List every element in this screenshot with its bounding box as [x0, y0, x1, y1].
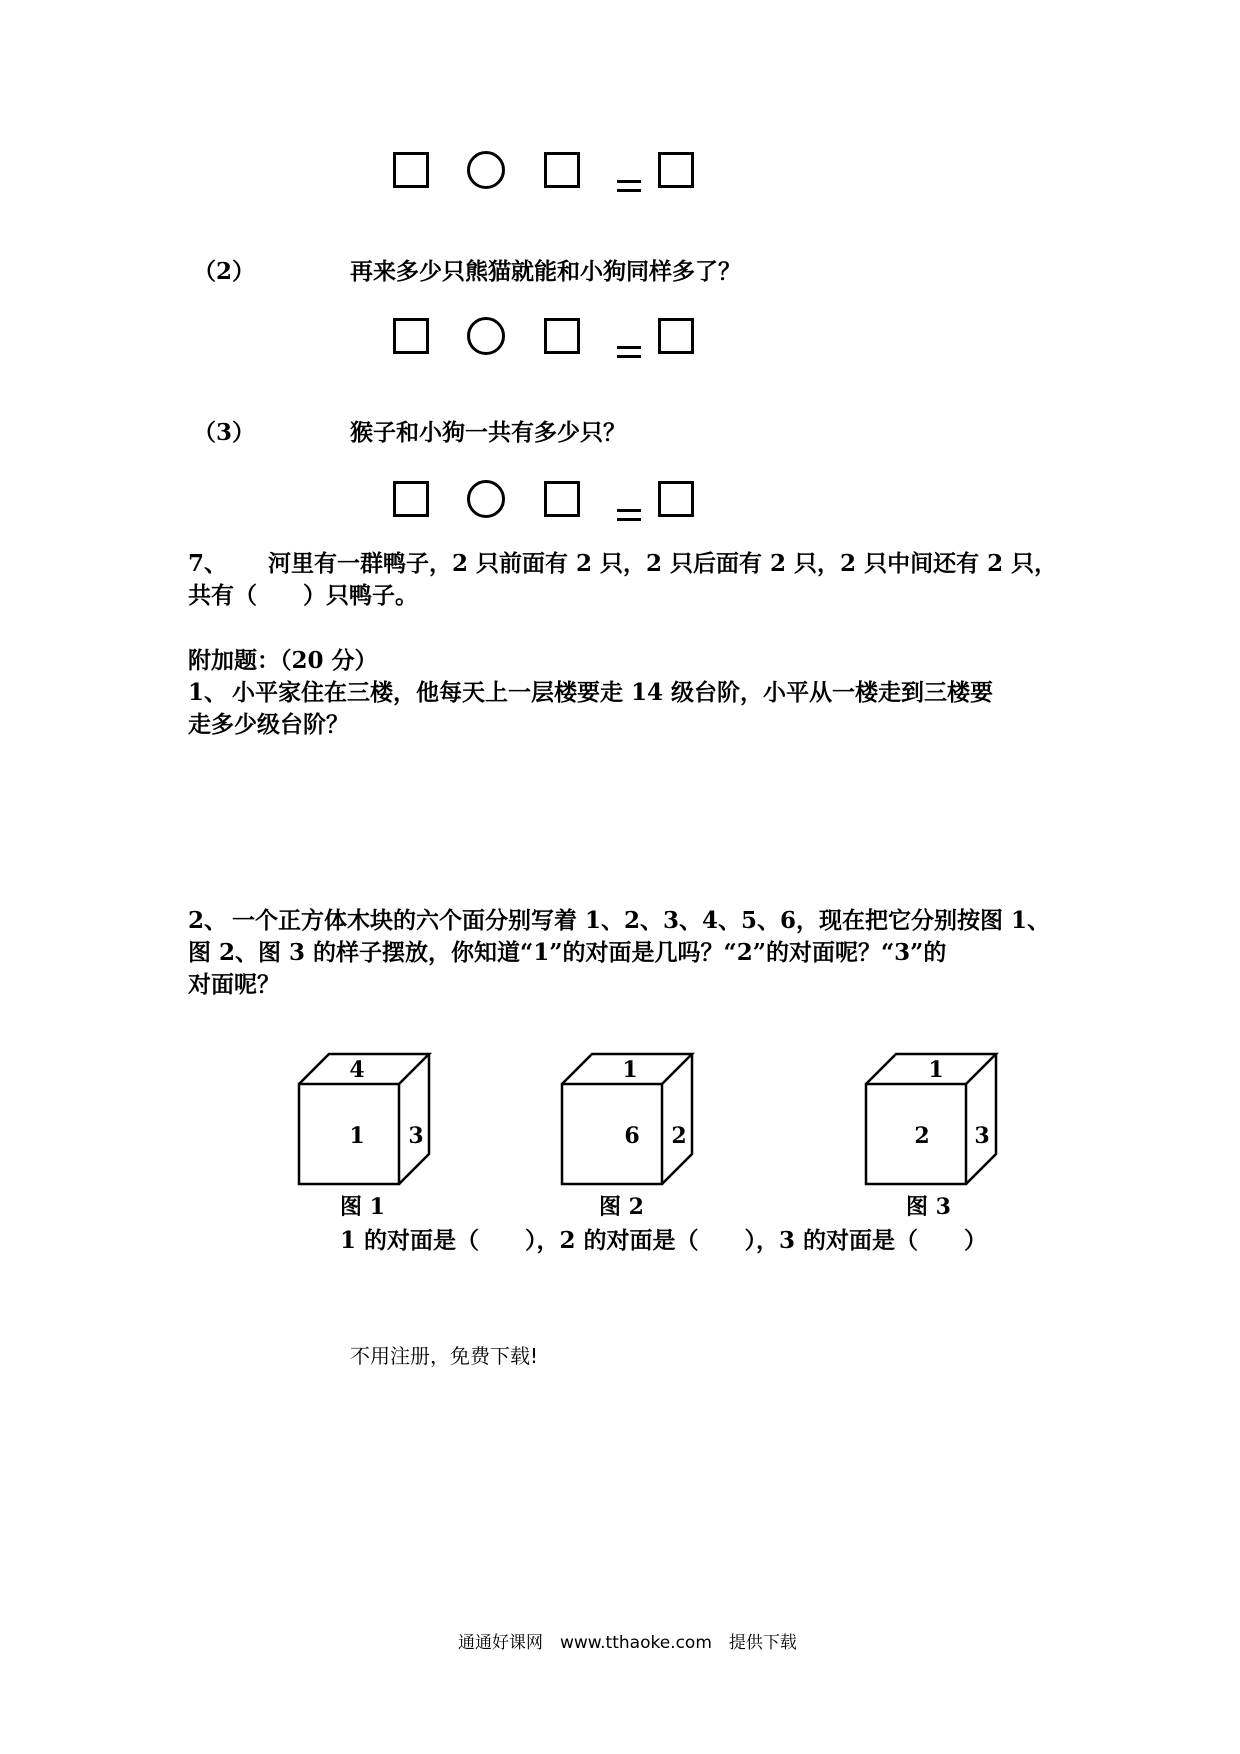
answer-line: 1 的对面是（ ），2 的对面是（ ），3 的对面是（ ） — [340, 1227, 988, 1254]
answer-box[interactable] — [544, 318, 580, 354]
equation-row-1 — [393, 150, 713, 200]
answer-box[interactable] — [658, 318, 694, 354]
cube-1-label: 图 1 — [340, 1194, 385, 1220]
answer-box[interactable] — [393, 481, 429, 517]
operator-circle[interactable] — [467, 151, 505, 189]
equation-row-3 — [393, 479, 713, 529]
answer-box[interactable] — [393, 152, 429, 188]
equals-sign — [617, 509, 641, 521]
answer-box[interactable] — [393, 318, 429, 354]
cube-1-front-number: 1 — [349, 1123, 365, 1149]
q7-number: 7、 — [188, 550, 228, 577]
bonus-title: 附加题：（20 分） — [188, 647, 378, 674]
cube-3-front-number: 2 — [914, 1123, 930, 1149]
cube-figure-1 — [295, 1050, 435, 1190]
equals-sign — [617, 180, 641, 192]
bonus-q2-number: 2、 — [188, 907, 228, 934]
bonus-q1-number: 1、 — [188, 679, 228, 706]
cube-1-side-number: 3 — [408, 1123, 424, 1149]
answer-box[interactable] — [658, 152, 694, 188]
watermark-text: 不用注册，免费下载! — [350, 1344, 539, 1368]
bonus-q1-line2: 走多少级台阶？ — [188, 711, 349, 738]
bonus-q1-line1: 小平家住在三楼，他每天上一层楼要走 14 级台阶，小平从一楼走到三楼要 — [232, 679, 994, 706]
q6-part2-number: （2） — [193, 258, 256, 285]
q7-line2: 共有（ ）只鸭子。 — [188, 582, 418, 609]
q7-line1: 河里有一群鸭子，2 只前面有 2 只，2 只后面有 2 只，2 只中间还有 2 只， — [268, 550, 1058, 577]
q6-part3-number: （3） — [193, 419, 256, 446]
cube-2-top-number: 1 — [622, 1057, 638, 1083]
bonus-q2-line3: 对面呢？ — [188, 971, 280, 998]
equation-row-2 — [393, 316, 713, 366]
bonus-q2-line2: 图 2、图 3 的样子摆放，你知道“1”的对面是几吗？“2”的对面呢？“3”的 — [188, 939, 947, 966]
cube-3-top-number: 1 — [928, 1057, 944, 1083]
answer-box[interactable] — [544, 481, 580, 517]
cube-2-front-number: 6 — [624, 1123, 640, 1149]
cube-3-label: 图 3 — [906, 1194, 951, 1220]
q6-part3-text: 猴子和小狗一共有多少只？ — [350, 419, 626, 446]
cube-3-side-number: 3 — [974, 1123, 990, 1149]
footer-text: 通通好课网 www.tthaoke.com 提供下载 — [458, 1633, 797, 1653]
operator-circle[interactable] — [467, 480, 505, 518]
answer-box[interactable] — [658, 481, 694, 517]
cube-1-top-number: 4 — [349, 1057, 365, 1083]
operator-circle[interactable] — [467, 317, 505, 355]
equals-sign — [617, 346, 641, 358]
bonus-q2-line1: 一个正方体木块的六个面分别写着 1、2、3、4、5、6，现在把它分别按图 1、 — [232, 907, 1051, 934]
cube-figure-3 — [862, 1050, 1002, 1190]
cube-figure-2 — [558, 1050, 698, 1190]
answer-box[interactable] — [544, 152, 580, 188]
cube-2-side-number: 2 — [671, 1123, 687, 1149]
q6-part2-text: 再来多少只熊猫就能和小狗同样多了？ — [350, 258, 741, 285]
cube-2-label: 图 2 — [599, 1194, 644, 1220]
